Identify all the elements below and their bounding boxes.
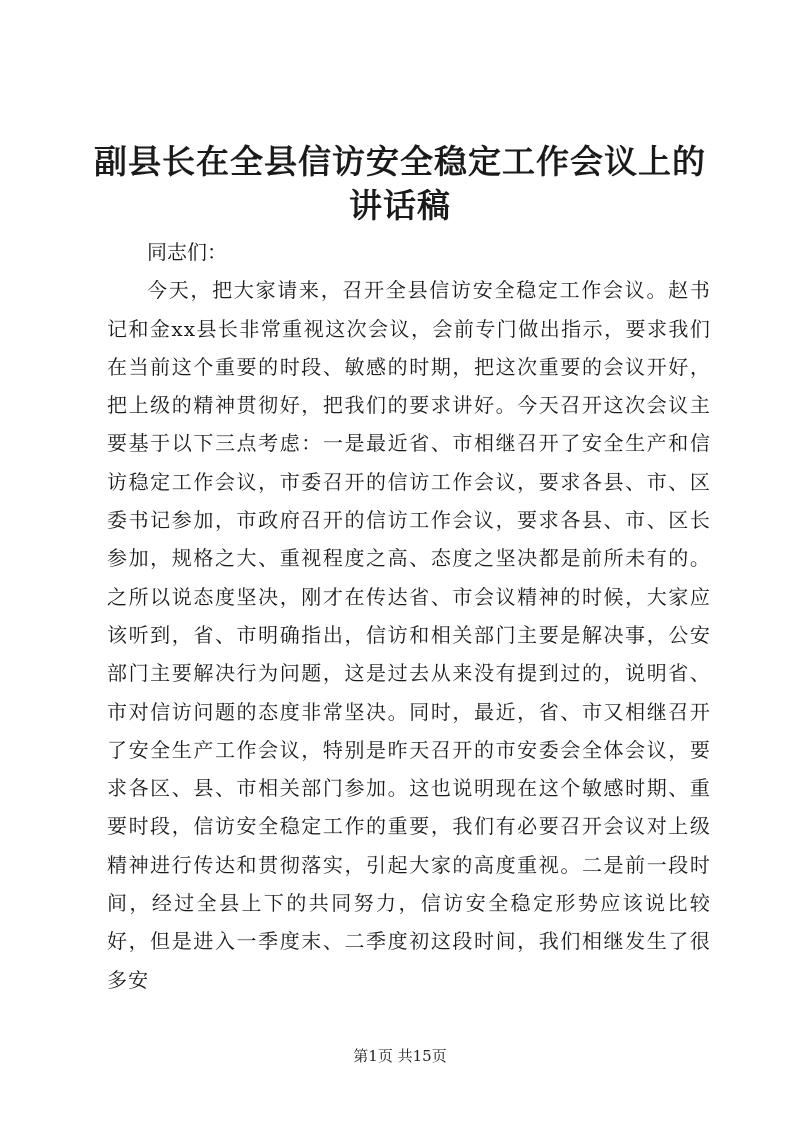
salutation: 同志们： bbox=[147, 240, 227, 264]
document-title: 副县长在全县信访安全稳定工作会议上的讲话稿 bbox=[94, 142, 706, 225]
page-footer: 第1页 共15页 bbox=[353, 1047, 447, 1065]
document-body bbox=[107, 233, 711, 999]
body-paragraph: 今天，把大家请来，召开全县信访安全稳定工作会议。赵书记和金xx县长非常重视这次会议，会前专门做出指示，要求我们在当前这个重要的时段、敏感的时期，把这次重要的会议开好，把上级的精神贯彻好，把我们的要求讲好。今天召开这次会议主要基于以下三点考虑：一是最近省、市相继召开了安全生产和信访稳定工作会议，市委召开的信访工作会议，要求各县、市、区委书记参加，市政府召开的信访工作会议，要求各县、市、区长参加，规格之大、重视程度之高、态度之坚决都是前所未有的。之所以说态度坚决，刚才在传达省、市会议精神的时候，大家应该听到，省、市明确指出，信访和相关部门主要是解决事，公安部门主要解决行为问题，这是过去从来没有提到过的，说明省、市对信访问题的态度非常坚决。同时，最近，省、市又相继召开了安全生产工作会议，特别是昨天召开的市安委会全体会议，要求各区、县、市相关部门参加。这也说明现在这个敏感时期、重要时段，信访安全稳定工作的重要，我们有必要召开会议对上级精神进行传达和贯彻落实，引起大家的高度重视。二是前一段时间，经过全县上下的共同努力，信访安全稳定形势应该说比较好，但是进入一季度末、二季度初这段时间，我们相继发生了很多安 bbox=[107, 278, 711, 992]
